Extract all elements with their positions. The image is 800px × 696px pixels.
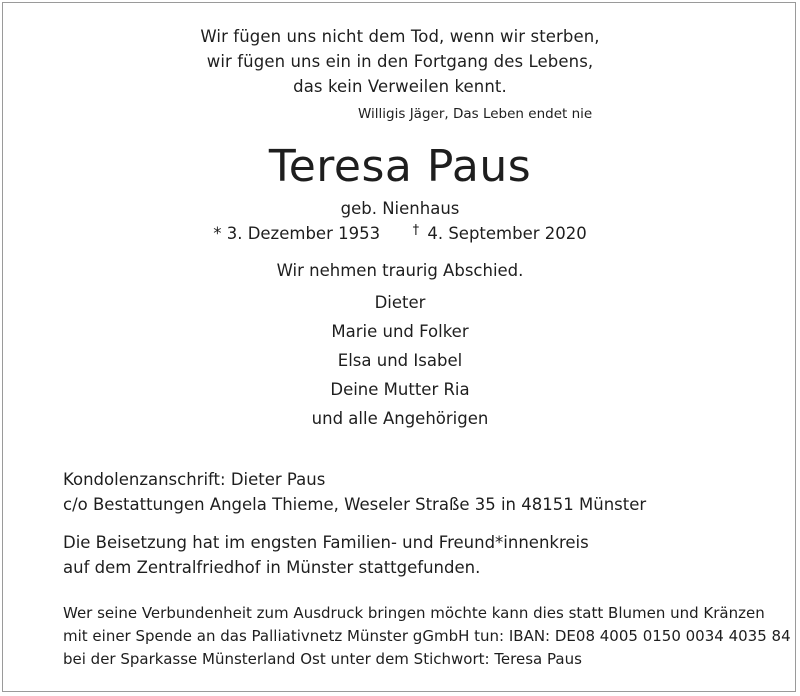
quote-line-1: Wir fügen uns nicht dem Tod, wenn wir sterben, <box>200 27 600 46</box>
birth-date: * 3. Dezember 1953 <box>213 224 381 243</box>
burial-text-1: Die Beisetzung hat im engsten Familien- und Freund*innenkreis <box>63 533 589 552</box>
cross-icon: † <box>412 223 420 238</box>
deceased-name: Teresa Paus <box>268 141 532 192</box>
mourner-4: Deine Mutter Ria <box>330 380 470 399</box>
condolence-address-2: c/o Bestattungen Angela Thieme, Weseler Straße 35 in 48151 Münster <box>63 495 647 514</box>
quote-attribution: Willigis Jäger, Das Leben endet nie <box>358 106 593 122</box>
burial-text-2: auf dem Zentralfriedhof in Münster stattgefunden. <box>63 558 481 577</box>
quote-line-3: das kein Verweilen kennt. <box>293 77 507 96</box>
obituary-notice <box>2 2 796 692</box>
birth-name: geb. Nienhaus <box>340 199 460 218</box>
mourner-5: und alle Angehörigen <box>311 409 489 428</box>
mourner-3: Elsa und Isabel <box>337 351 463 370</box>
donation-text-1: Wer seine Verbundenheit zum Ausdruck bringen möchte kann dies statt Blumen und Kränzen <box>63 604 765 622</box>
donation-text-3: bei der Sparkasse Münsterland Ost unter dem Stichwort: Teresa Paus <box>63 650 582 668</box>
quote-line-2: wir fügen uns ein in den Fortgang des Lebens, <box>206 52 594 71</box>
mourner-1: Dieter <box>374 293 426 312</box>
life-dates <box>3 223 797 243</box>
donation-text-2: mit einer Spende an das Palliativnetz Münster gGmbH tun: IBAN: DE08 4005 0150 0034 4035 84 <box>63 627 791 645</box>
death-date: 4. September 2020 <box>427 224 587 243</box>
condolence-address-1: Kondolenzanschrift: Dieter Paus <box>63 470 326 489</box>
mourner-2: Marie und Folker <box>331 322 469 341</box>
farewell-text: Wir nehmen traurig Abschied. <box>276 261 524 280</box>
